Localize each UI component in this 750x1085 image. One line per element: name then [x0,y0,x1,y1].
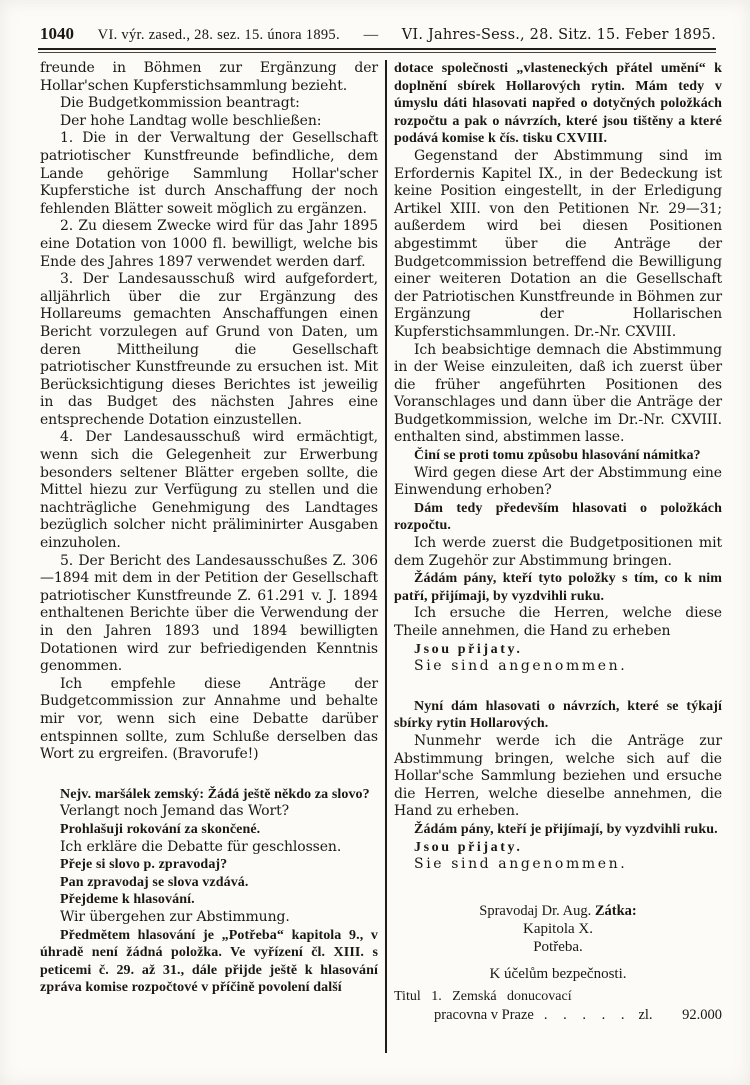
speech-line-czech: Pan zpravodaj se slova vzdává. [60,874,249,890]
budget-item-amount-line [394,1006,722,1024]
budget-item-number: Titul 1. [394,989,442,1005]
vote-result-czech: Jsou přijaty. [414,641,523,657]
header-rule-thick [38,48,716,50]
page-header [40,24,716,44]
page-number: 1040 [40,24,74,43]
motion-item-1: 1. Die in der Verwaltung der Gesellschaft patriotischer Kunstfreunde befindliche, dem Lande gehörige Sammlung Hollar'scher Kupferstiche ist durch Anschaffung der noch fehlenden Blätter soweit möglich zu ergänzen. [40,130,378,217]
speech-marshal-german: Verlangt noch Jemand das Wort? [60,803,290,820]
vote-result-czech: Jsou přijaty. [414,839,523,855]
budget-item [394,988,722,1024]
speech-line-german: Nunmehr werde ich die Anträge zur Abstimmung bringen, welche sich auf die Hollar'sche Sammlung beziehen und ersuche die Herren, welche dieselbe annehmen, die Hand zu erheben. [394,732,722,820]
paragraph-german: Ich empfehle diese Anträge der Budgetcommission zur Annahme und behalte mir vor, wenn sich eine Debatte darüber entspinnen sollte, zum Schluße derselben das Wort zu ergreifen. (Bravorufe!) [40,675,378,763]
speech-line-german: Ich erkläre die Debatte für geschlossen. [60,838,342,855]
header-rule-thin [38,52,716,53]
speech-line-czech: dotace společnosti „vlasteneckých přátel umění“ k doplnění sbírek Hollarových rytin. Mám tedy v úmyslu dáti hlasovati napřed o dotyčných položkách rozpočtu a pak o návrzích, které jsou tištěny a které podává komise k čís. tisku CXVIII. [394,61,722,147]
speech-line-czech: Přejdeme k hlasování. [60,892,195,908]
budget-item-name: Zemská donucovací [452,989,572,1005]
speech-line-german: Ich beabsichtige demnach die Abstimmung in der Weise einzuleiten, daß ich zuerst über die früher angeführten Positionen des Voranschlages und dann über die Anträge der Budgetkommission, welche im Dr.-Nr. CXVIII. enthalten sind, abstimmen lasse. [394,341,722,446]
header-rule [38,48,716,53]
chapter-heading: Kapitola X. [523,921,593,938]
paragraph-german: Die Budgetkommission beantragt: [60,95,300,112]
speech-line-german: Gegenstand der Abstimmung sind im Erfordernis Kapitel IX., in der Bedeckung ist keine Position eingestellt, in der Erledigung Artikel XIII. von den Petitionen Nr. 29—31; außerdem wird bei diesen Positionen abgestimmt über die Anträge der Budgetcommission betreffend die Bewilligung einer weiteren Dotation an die Gesellschaft der Patriotischen Kunstfreunde in Böhmen zur Ergänzung der Hollarischen Kupferstichsammlungen. Dr.-Nr. CXVIII. [394,147,722,340]
vote-result-german: Sie sind angenommen. [414,856,628,873]
rapporteur-block [394,903,722,984]
section-heading: Potřeba. [533,939,583,956]
session-date-german: VI. Jahres-Sess., 28. Sitz. 15. Feber 1895. [401,27,716,43]
motion-item-4: 4. Der Landesausschuß wird ermächtigt, wenn sich die Gelegenheit zur Erwerbung besonders seltener Blätter ergeben sollte, die Mittel hiezu zur Verfügung zu stellen und die nachträgliche Genehmigung des Landtages bezüglich solcher nicht präliminirter Ausgaben einzuholen. [40,429,378,552]
currency-label: zl. [638,1007,653,1024]
session-date-czech: VI. výr. zased., 28. sez. 15. února 1895. [97,27,340,43]
speech-line-czech: Předmětem hlasování je „Potřeba“ kapitola 9., v úhradě není žádná položka. Ve vyřízení čl. XIII. s peticemi č. 29. až 31., dále přijde ještě k hlasování zpráva komise rozpočtové v příčině povolení další [40,927,378,996]
rapporteur-name: Zátka: [594,902,637,919]
budget-item-amount: 92.000 [682,1007,722,1024]
speech-line-czech: Žádám pány, kteří tyto položky s tím, co k nim patří, přijímaji, by vyzdvihli ruku. [394,571,722,604]
motion-item-2: 2. Zu diesem Zwecke wird für das Jahr 1895 eine Dotation von 1000 fl. bewilligt, welche bis Ende des Jahres 1897 verwendet werden darf. [40,218,378,270]
speech-line-czech: Dám tedy především hlasovati o položkách rozpočtu. [394,500,722,534]
speech-line-german: Wir übergehen zur Abstimmung. [60,908,290,925]
budget-item-title [394,988,722,1006]
budget-item-label: pracovna v Praze [434,1007,534,1024]
rapporteur-line [394,903,722,921]
speech-line-czech: Nyní dám hlasovati o návrzích, které se týkají sbírky rytin Hollarových. [394,698,722,732]
purpose-heading: K účelům bezpečnosti. [489,966,627,983]
speech-line-german: Wird gegen diese Art der Abstimmung eine Einwendung erhoben? [394,464,722,499]
column-divider [385,60,387,1053]
vote-result-german: Sie sind angenommen. [414,658,628,675]
header-separator: — [363,27,379,43]
speech-line-czech: Činí se proti tomu způsobu hlasování námitka? [414,448,701,464]
rapporteur-prefix: Spravodaj Dr. Aug. [479,902,592,919]
speech-line-czech: Prohlašuji rokování za skončené. [60,821,261,837]
speech-line-czech: Přeje si slovo p. zpravodaj? [60,857,228,873]
speech-marshal-czech: Nejv. maršálek zemský: Žádá ještě někdo za slovo? [60,786,370,802]
paragraph-german: freunde in Böhmen zur Ergänzung der Hollar'schen Kupferstichsammlung bezieht. [40,60,378,94]
left-column [40,60,378,997]
paragraph-german: Der hohe Landtag wolle beschließen: [60,112,322,129]
right-column [394,60,722,1024]
motion-item-3: 3. Der Landesausschuß wird aufgefordert, alljährlich über die zur Ergänzung des Hollareums gemachten Anschaffungen einen Bericht vorzulegen auf Grund von Daten, um deren Mittheilung die Gesellschaft patriotischer Kunstfreunde zu ersuchen ist. Mit Berücksichtigung dieses Berichtes ist jeweilig in das Budget des nächsten Jahres eine entsprechende Dotation einzustellen. [40,271,378,428]
speech-line-czech: Žádám pány, kteří je přijímají, by vyzdvihli ruku. [414,821,718,837]
speech-line-german: Ich werde zuerst die Budgetpositionen mit dem Zugehör zur Abstimmung bringen. [394,535,722,569]
speech-line-german: Ich ersuche die Herren, welche diese Theile annehmen, die Hand zu erheben [394,605,722,639]
motion-item-5: 5. Der Bericht des Landesausschußes Z. 306—1894 mit dem in der Petition der Gesellschaft patriotischer Kunstfreunde Z. 61.291 v. J. 1894 enthaltenen Berichte über die Verwendung der in den Jahren 1893 und 1894 bewilligten Dotationen wird zur befriedigenden Kenntnis genommen. [40,552,378,675]
dot-leader: . . . . . [543,1007,631,1024]
